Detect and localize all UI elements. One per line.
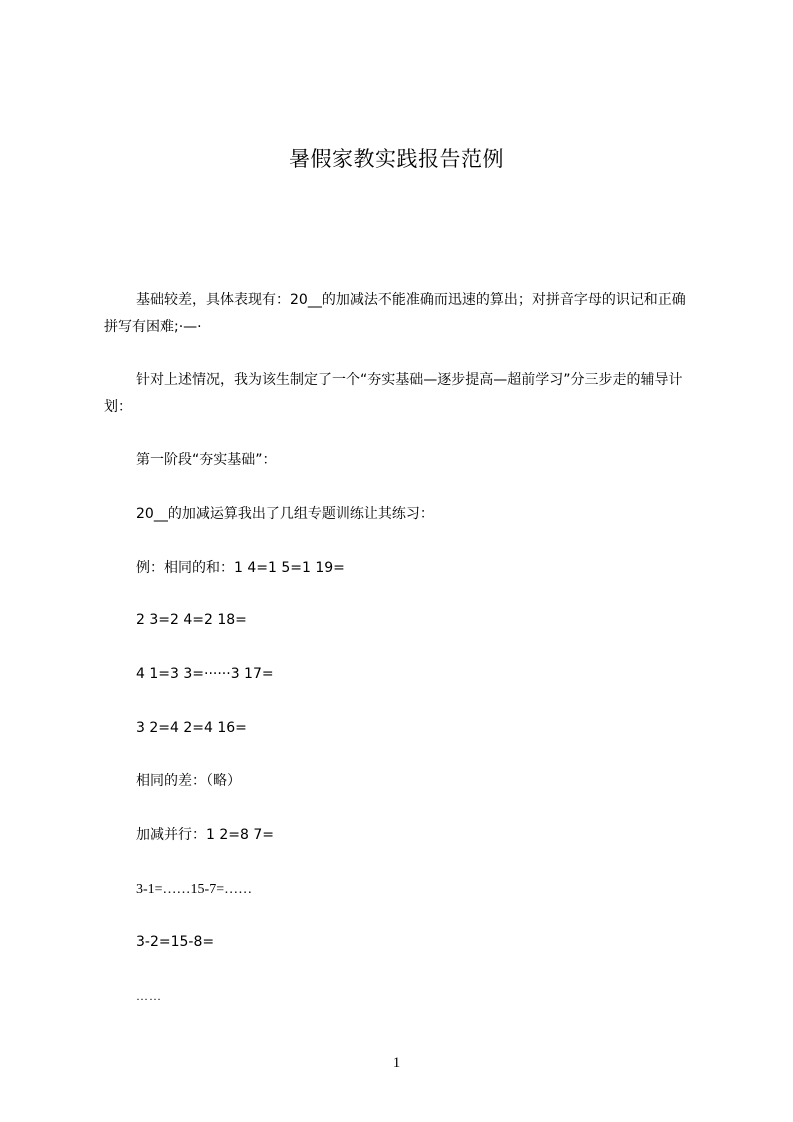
paragraph-example-line-4: 3 2=4 2=4 16= bbox=[136, 720, 247, 736]
paragraph-example-line-2: 2 3=2 4=2 18= bbox=[136, 612, 247, 628]
paragraph-plan: 针对上述情况，我为该生制定了一个“夯实基础—逐步提高—超前学习”分三步走的辅导计划： bbox=[104, 372, 683, 415]
paragraph-ellipsis: …… bbox=[136, 989, 162, 1003]
paragraph-expression-1: 3-1=……15-7=…… bbox=[136, 882, 253, 897]
paragraph-example-same-sum: 例：相同的和：1 4=1 5=1 19= bbox=[136, 560, 345, 576]
paragraph-stage-one: 第一阶段“夯实基础”： bbox=[136, 452, 277, 468]
page-title: 暑假家教实践报告范例 bbox=[289, 147, 504, 171]
paragraph-expression-2: 3-2=15-8= bbox=[136, 934, 215, 950]
paragraph-basics: 基础较差，具体表现有：20__的加减法不能准确而迅速的算出；对拼音字母的识记和正确拼写有困难;·—· bbox=[104, 292, 686, 335]
paragraph-add-subtract: 加减并行：1 2=8 7= bbox=[136, 827, 274, 843]
paragraph-exercise-intro: 20__的加减运算我出了几组专题训练让其练习： bbox=[136, 506, 434, 522]
paragraph-same-difference: 相同的差：（略） bbox=[136, 773, 241, 789]
page-number: 1 bbox=[392, 1055, 401, 1071]
paragraph-example-line-3: 4 1=3 3=······3 17= bbox=[136, 666, 274, 682]
